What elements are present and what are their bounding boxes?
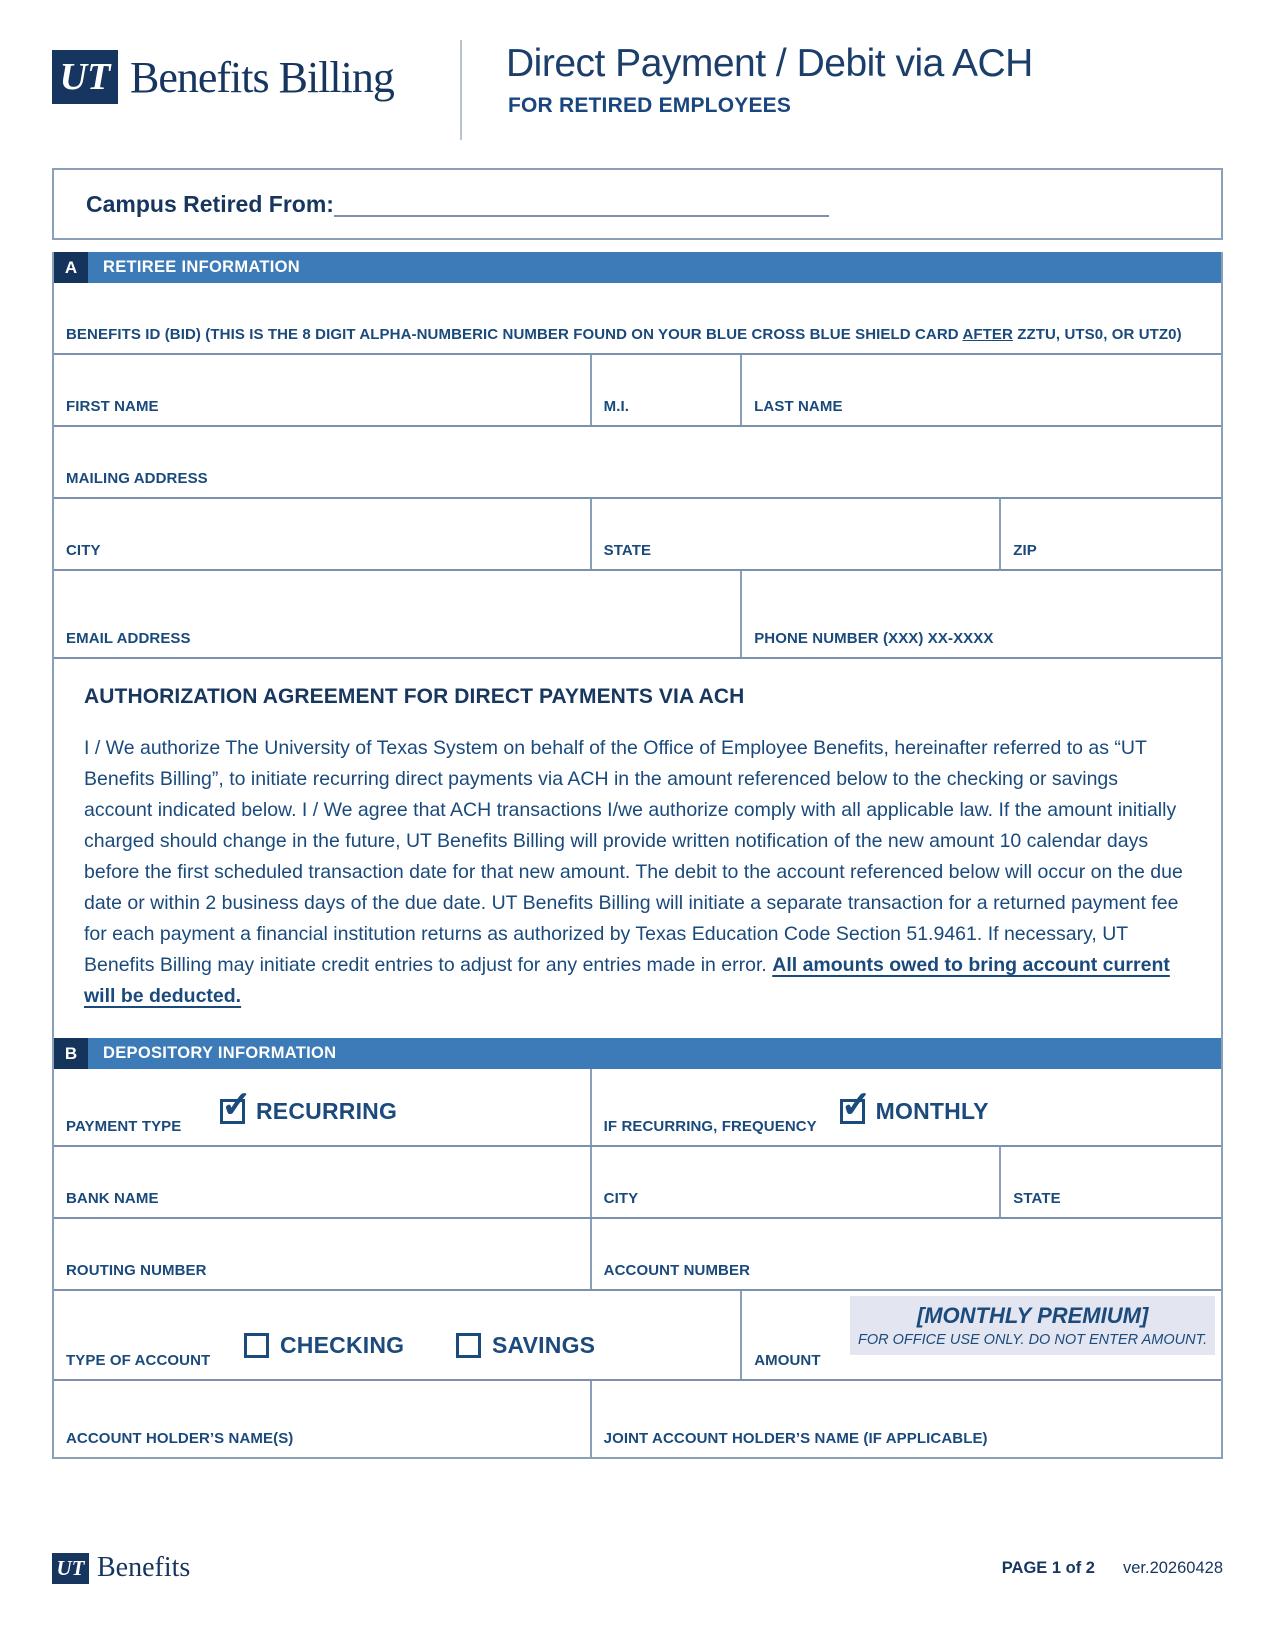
table-row: [54, 497, 1221, 569]
authorization-body: I / We authorize The University of Texas System on behalf of the Office of Employee Benefits, hereinafter referred to as “UT Benefits Billing”, to initiate recurring direct payments via ACH in the amount referenced below to the checking or savings account indicated below. I / We agree that ACH transactions I/we authorize comply with all applicable law. If the amount initially charged should change in the future, UT Benefits Billing will provide written notification of the new amount 10 calendar days before the first scheduled transaction date for that new amount. The debit to the account referenced below will occur on the due date or within 2 business days of the due date. UT Benefits Billing will initiate a separate transaction for a returned payment fee for each payment a financial institution returns as authorized by Texas Education Code Section 51.9461. If necessary, UT Benefits Billing may initiate credit entries to adjust for any entries made in error. All amounts owed to bring account current will be deducted.: [84, 737, 1183, 1007]
ut-benefits-footer-logo: [52, 1552, 190, 1584]
amount-label: AMOUNT: [754, 1352, 821, 1370]
table-row: [54, 1289, 1221, 1379]
account-holder-field[interactable]: [54, 1381, 590, 1457]
ut-logo-icon: UT: [52, 1553, 89, 1584]
authorization-agreement: [54, 657, 1221, 1038]
account-number-field[interactable]: [590, 1219, 1221, 1289]
monthly-checkbox[interactable]: [840, 1099, 865, 1124]
bank-name-label: BANK NAME: [66, 1190, 159, 1208]
zip-field[interactable]: [999, 499, 1221, 569]
bank-state-label: STATE: [1013, 1190, 1061, 1208]
page-footer: [52, 1552, 1223, 1584]
middle-initial-label: M.I.: [603, 398, 630, 416]
bank-state-field[interactable]: [999, 1147, 1221, 1217]
routing-number-label: ROUTING NUMBER: [66, 1262, 207, 1280]
joint-account-holder-label: JOINT ACCOUNT HOLDER’S NAME (IF APPLICABLE): [603, 1430, 988, 1448]
checking-label: CHECKING: [280, 1332, 405, 1358]
routing-number-field[interactable]: [54, 1219, 590, 1289]
middle-initial-field[interactable]: [590, 355, 741, 425]
joint-account-holder-field[interactable]: [590, 1381, 1221, 1457]
recurring-option: [220, 1098, 397, 1125]
phone-number-field[interactable]: [740, 571, 1221, 657]
ut-benefits-billing-logo: [52, 50, 460, 104]
city-field[interactable]: [54, 499, 590, 569]
page-number: PAGE 1 of 2: [1001, 1558, 1095, 1577]
bank-city-field[interactable]: [590, 1147, 1000, 1217]
table-row: [54, 1379, 1221, 1457]
account-holder-label: ACCOUNT HOLDER’S NAME(S): [66, 1430, 294, 1448]
account-number-label: ACCOUNT NUMBER: [603, 1262, 751, 1280]
depository-information-table: [54, 1069, 1221, 1457]
mailing-address-field[interactable]: [54, 427, 1221, 497]
type-of-account-field: [54, 1291, 740, 1379]
section-b-letter-badge: B: [54, 1038, 88, 1069]
monthly-option: [840, 1098, 989, 1125]
office-use-note: FOR OFFICE USE ONLY. DO NOT ENTER AMOUNT.: [858, 1332, 1208, 1348]
savings-option: [456, 1332, 595, 1359]
checking-checkbox[interactable]: [244, 1333, 269, 1358]
section-a-title: RETIREE INFORMATION: [103, 258, 300, 276]
table-row: [54, 569, 1221, 657]
office-use-only-box: [850, 1296, 1215, 1355]
amount-field: [740, 1291, 1221, 1379]
authorization-emphasis: All amounts owed to bring account current will be deducted.: [84, 954, 1170, 1007]
email-address-field[interactable]: [54, 571, 740, 657]
state-field[interactable]: [590, 499, 1000, 569]
form-body: [52, 252, 1223, 1459]
bank-city-label: CITY: [603, 1190, 639, 1208]
table-row: [54, 1069, 1221, 1145]
table-row: [54, 1217, 1221, 1289]
mailing-address-label: MAILING ADDRESS: [66, 470, 208, 488]
first-name-field[interactable]: [54, 355, 590, 425]
ut-logo-icon: UT: [52, 50, 118, 104]
campus-retired-from-label: Campus Retired From:: [86, 190, 334, 217]
section-a-letter-badge: A: [54, 252, 88, 283]
email-address-label: EMAIL ADDRESS: [66, 630, 191, 648]
retiree-information-table: [54, 283, 1221, 657]
savings-label: SAVINGS: [492, 1332, 596, 1358]
monthly-premium-text: [MONTHLY PREMIUM]: [916, 1303, 1149, 1328]
zip-label: ZIP: [1013, 542, 1037, 560]
table-row: [54, 283, 1221, 353]
type-of-account-label: TYPE OF ACCOUNT: [66, 1352, 211, 1370]
recurring-checkbox[interactable]: [220, 1099, 245, 1124]
page-title: Direct Payment / Debit via ACH: [506, 42, 1033, 85]
last-name-label: LAST NAME: [754, 398, 843, 416]
version-number: ver.20260428: [1122, 1558, 1223, 1577]
campus-retired-from-box: [52, 168, 1223, 240]
table-row: [54, 425, 1221, 497]
page-subtitle: FOR RETIRED EMPLOYEES: [508, 94, 792, 117]
first-name-label: FIRST NAME: [66, 398, 159, 416]
masthead: [52, 40, 1223, 144]
bank-name-field[interactable]: [54, 1147, 590, 1217]
campus-retired-from-field[interactable]: [334, 215, 829, 217]
section-a-header: [54, 252, 1221, 283]
authorization-heading: AUTHORIZATION AGREEMENT FOR DIRECT PAYMENTS VIA ACH: [84, 685, 745, 708]
table-row: [54, 353, 1221, 425]
title-block: [462, 40, 1033, 118]
city-label: CITY: [66, 542, 101, 560]
section-b-title: DEPOSITORY INFORMATION: [103, 1044, 337, 1062]
savings-checkbox[interactable]: [456, 1333, 481, 1358]
benefits-id-field[interactable]: [54, 283, 1221, 353]
last-name-field[interactable]: [740, 355, 1221, 425]
recurring-label: RECURRING: [256, 1098, 398, 1124]
frequency-field: [590, 1069, 1221, 1145]
footer-meta: [1002, 1559, 1223, 1578]
payment-type-field: [54, 1069, 590, 1145]
monthly-label: MONTHLY: [875, 1098, 989, 1124]
phone-number-label: PHONE NUMBER (XXX) XX-XXXX: [754, 630, 994, 648]
footer-brand-name: Benefits: [97, 1552, 191, 1583]
section-b-header: [54, 1038, 1221, 1069]
benefits-id-label: BENEFITS ID (BID) (THIS IS THE 8 DIGIT ALPHA-NUMBERIC NUMBER FOUND ON YOUR BLUE CROSS BLUE SHIELD CARD AFTER ZZTU, UTS0, OR UTZ0): [66, 326, 1182, 344]
checking-option: [244, 1332, 404, 1359]
payment-type-label: PAYMENT TYPE: [66, 1118, 182, 1136]
table-row: [54, 1145, 1221, 1217]
brand-name: Benefits Billing: [130, 52, 394, 102]
frequency-label: IF RECURRING, FREQUENCY: [603, 1118, 817, 1136]
state-label: STATE: [603, 542, 652, 560]
